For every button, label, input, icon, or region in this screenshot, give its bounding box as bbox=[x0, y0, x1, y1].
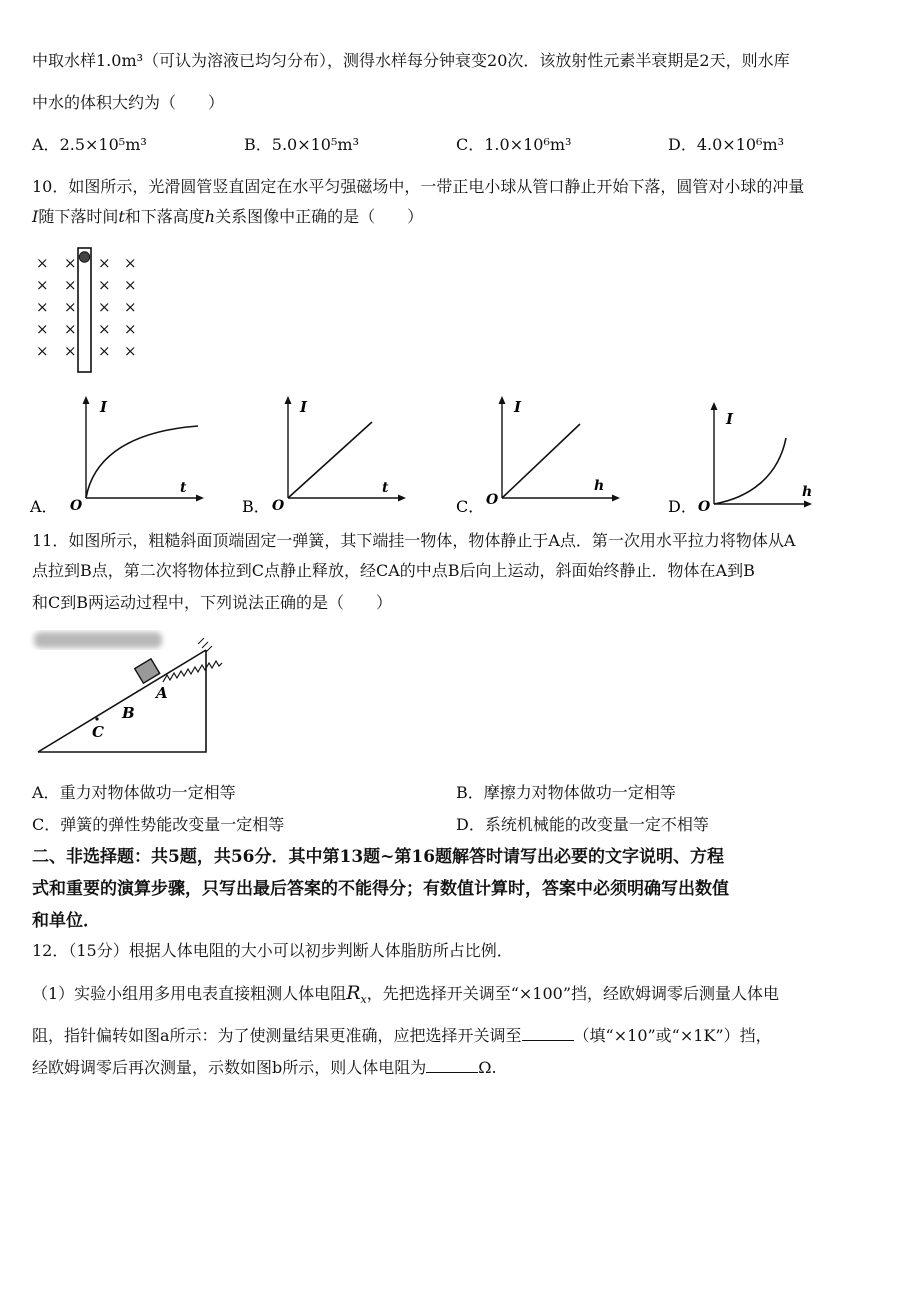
field-cross-mark: × bbox=[64, 254, 77, 272]
field-cross-mark: × bbox=[124, 320, 137, 338]
graph-b-origin: O bbox=[272, 498, 285, 514]
q9-option-a: A．2.5×10⁵m³ bbox=[32, 135, 147, 154]
q11-text-line1: 11．如图所示，粗糙斜面顶端固定一弹簧，其下端挂一物体，物体静止于A点．第一次用水平拉力将物体从A bbox=[32, 531, 796, 550]
graph-b-y-label: I bbox=[300, 398, 308, 416]
q9-text-line2: 中水的体积大约为（ ） bbox=[32, 93, 225, 112]
graph-d-x-label: h bbox=[802, 484, 813, 500]
graph-b-label: B． bbox=[242, 497, 270, 516]
field-cross-mark: × bbox=[36, 320, 49, 338]
field-cross-mark: × bbox=[36, 254, 49, 272]
q11-option-c: C．弹簧的弹性势能改变量一定相等 bbox=[32, 815, 285, 834]
incline-surface bbox=[38, 650, 206, 752]
q11-option-b: B．摩擦力对物体做功一定相等 bbox=[456, 783, 676, 802]
graph-b-line bbox=[288, 422, 372, 498]
field-cross-mark: × bbox=[98, 254, 111, 272]
q9-option-d: D．4.0×10⁶m³ bbox=[668, 135, 785, 154]
field-cross-mark: × bbox=[64, 298, 77, 316]
field-cross-mark: × bbox=[36, 276, 49, 294]
graph-c-origin: O bbox=[486, 492, 499, 508]
q11-option-d: D．系统机械能的改变量一定不相等 bbox=[456, 815, 709, 834]
graph-a-origin: O bbox=[70, 498, 83, 514]
point-b-label: B bbox=[122, 704, 135, 722]
q12-part1-line3: 经欧姆调零后再次测量，示数如图b所示，则人体电阻为 Ω. bbox=[32, 1058, 497, 1077]
section2-heading-line3: 和单位． bbox=[32, 911, 100, 931]
field-cross-mark: × bbox=[98, 342, 111, 360]
q11-text-line2: 点拉到B点，第二次将物体拉到C点静止释放，经CA的中点B后向上运动，斜面始终静止．物体在A到B bbox=[32, 561, 755, 580]
q12-part1-line1: （1）实验小组用多用电表直接粗测人体电阻$R_x$，先把选择开关调至“×100”挡，经欧姆调零后测量人体电 bbox=[32, 982, 780, 1007]
q11-text-line3: 和C到B两运动过程中，下列说法正确的是（ ） bbox=[32, 593, 393, 612]
graph-c-line bbox=[502, 424, 580, 498]
field-cross-mark: × bbox=[64, 276, 77, 294]
field-cross-mark: × bbox=[98, 276, 111, 294]
field-cross-mark: × bbox=[64, 342, 77, 360]
field-cross-mark: × bbox=[64, 320, 77, 338]
ball bbox=[79, 252, 89, 262]
q12-title: 12．（15分）根据人体电阻的大小可以初步判断人体脂肪所占比例． bbox=[32, 941, 513, 960]
field-cross-mark: × bbox=[98, 320, 111, 338]
graph-a-y-label: I bbox=[100, 398, 108, 416]
graph-a-x-label: t bbox=[180, 480, 187, 496]
q11-incline-figure bbox=[30, 626, 220, 756]
field-cross-mark: × bbox=[124, 254, 137, 272]
answer-blank-range[interactable] bbox=[522, 1024, 574, 1041]
graph-a-label: A． bbox=[30, 497, 58, 516]
field-cross-mark: × bbox=[124, 276, 137, 294]
graph-d-y-label: I bbox=[726, 410, 734, 428]
field-cross-mark: × bbox=[124, 342, 137, 360]
q10-graph-a bbox=[30, 394, 220, 516]
q10-text-line2: I随下落时间t和下落高度h关系图像中正确的是（ ） bbox=[32, 207, 424, 226]
field-cross-mark: × bbox=[36, 298, 49, 316]
q10-tube-figure bbox=[30, 244, 150, 376]
q9-option-c: C．1.0×10⁶m³ bbox=[456, 135, 572, 154]
q9-option-b: B．5.0×10⁵m³ bbox=[244, 135, 359, 154]
q10-graph-c bbox=[456, 394, 646, 516]
section2-heading-line2: 式和重要的演算步骤，只写出最后答案的不能得分；有数值计算时，答案中必须明确写出数值 bbox=[32, 879, 729, 899]
answer-blank-resistance[interactable] bbox=[426, 1056, 478, 1073]
q9-text-line1: 中取水样1.0m³（可认为溶液已均匀分布），测得水样每分钟衰变20次．该放射性元素半衰期是2天，则水库 bbox=[32, 51, 790, 70]
q10-text-line1: 10．如图所示，光滑圆管竖直固定在水平匀强磁场中，一带正电小球从管口静止开始下落，圆管对小球的冲量 bbox=[32, 177, 805, 196]
graph-c-y-label: I bbox=[514, 398, 522, 416]
q12-part1-line2: 阻，指针偏转如图a所示：为了使测量结果更准确，应把选择开关调至 （填“×10”或“×1K”）挡， bbox=[32, 1026, 772, 1045]
q11-option-a: A．重力对物体做功一定相等 bbox=[32, 783, 236, 802]
graph-d-curve bbox=[714, 438, 786, 504]
graph-d-label: D． bbox=[668, 497, 697, 516]
graph-c-x-label: h bbox=[594, 478, 605, 494]
section2-heading-line1: 二、非选择题：共5题，共56分．其中第13题~第16题解答时请写出必要的文字说明、方程 bbox=[32, 847, 725, 867]
field-cross-mark: × bbox=[36, 342, 49, 360]
q10-graph-d bbox=[668, 394, 858, 516]
graph-d-origin: O bbox=[698, 499, 711, 515]
watermark-smudge bbox=[34, 632, 162, 648]
point-c-label: C bbox=[92, 723, 104, 741]
field-cross-mark: × bbox=[124, 298, 137, 316]
point-a-label: A bbox=[156, 684, 168, 702]
graph-c-label: C． bbox=[456, 497, 485, 516]
q10-graph-b bbox=[242, 394, 432, 516]
tube bbox=[78, 248, 91, 372]
graph-b-x-label: t bbox=[382, 480, 389, 496]
field-cross-mark: × bbox=[98, 298, 111, 316]
